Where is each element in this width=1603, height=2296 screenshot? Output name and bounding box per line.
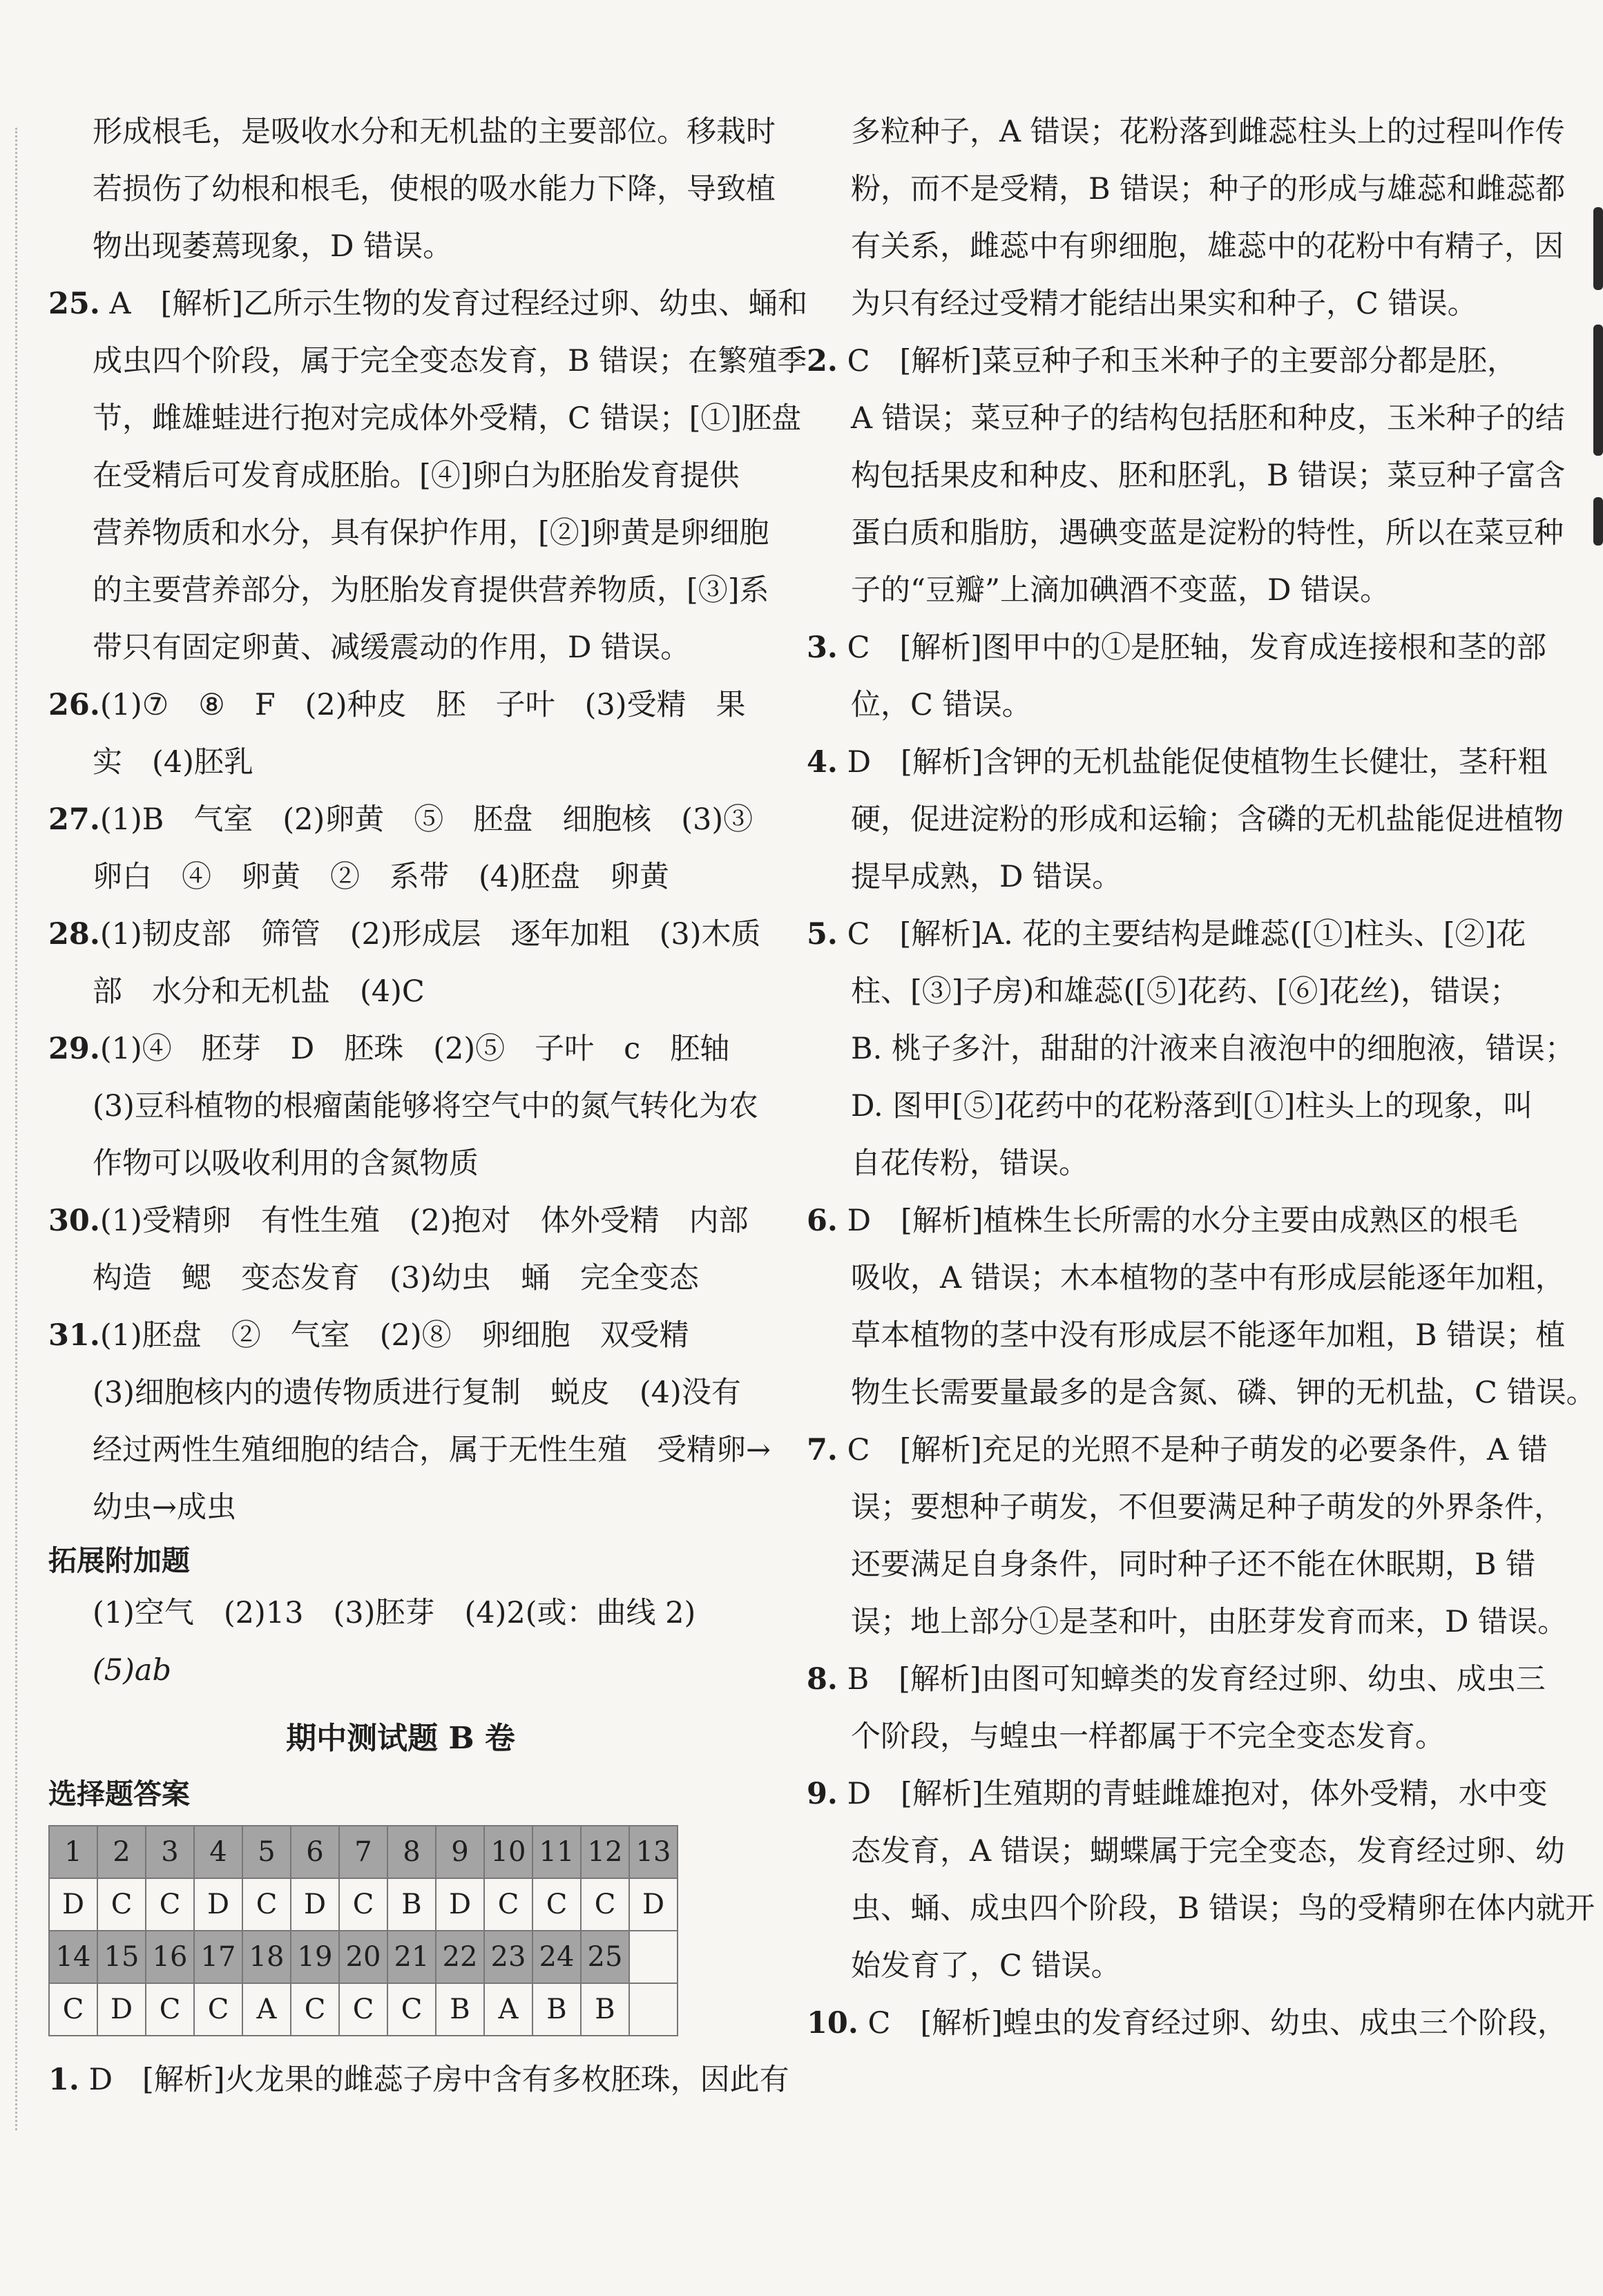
answer-27 <box>48 791 753 906</box>
table-cell: 5 <box>242 1826 291 1878</box>
table-cell: C <box>146 1878 194 1931</box>
table-cell: C <box>291 1983 339 2036</box>
text-line: 经过两性生殖细胞的结合，属于无性生殖 受精卵→ <box>93 1433 771 1467</box>
table-cell: 20 <box>339 1931 387 1983</box>
table-cell: D <box>436 1878 484 1931</box>
text-line: 实 (4)胚乳 <box>93 745 253 780</box>
text-line: 带只有固定卵黄、减缓震动的作用，D 错误。 <box>93 630 691 665</box>
question-number: 10. <box>807 2006 858 2041</box>
text-line: 构包括果皮和种皮、胚和胚乳，B 错误；菜豆种子富含 <box>851 459 1566 493</box>
table-cell: 21 <box>387 1931 436 1983</box>
answer-1 <box>48 2052 789 2109</box>
text-line: 个阶段，与蝗虫一样都属于不完全变态发育。 <box>851 1719 1445 1754</box>
answer-text: (1)韧皮部 筛管 (2)形成层 逐年加粗 (3)木质 <box>99 917 761 952</box>
text-line: 误；地上部分①是茎和叶，由胚芽发育而来，D 错误。 <box>851 1605 1568 1639</box>
table-cell: D <box>49 1878 97 1931</box>
table-cell: C <box>242 1878 291 1931</box>
table-cell: B <box>436 1983 484 2036</box>
answer-8 <box>807 1651 1546 1766</box>
answer-text: (1)⑦ ⑧ F (2)种皮 胚 子叶 (3)受精 果 <box>99 688 746 722</box>
answer-table <box>48 1825 678 2036</box>
question-number: 30. <box>48 1204 100 1238</box>
text-line: 位，C 错误。 <box>851 688 1032 722</box>
answer-28 <box>48 906 761 1021</box>
answer-text: D [解析]生殖期的青蛙雌雄抱对，体外受精，水中变 <box>847 1777 1548 1811</box>
text-line: 作物可以吸收利用的含氮物质 <box>93 1146 479 1181</box>
answer-29 <box>48 1021 758 1193</box>
table-cell: D <box>194 1878 242 1931</box>
text-line: 幼虫→成虫 <box>93 1490 237 1525</box>
table-cell: 25 <box>581 1931 629 1983</box>
answer-text: (1)④ 胚芽 D 胚珠 (2)⑤ 子叶 c 胚轴 <box>99 1032 730 1066</box>
question-number: 27. <box>48 802 100 837</box>
text-line: 还要满足自身条件，同时种子还不能在休眠期，B 错 <box>851 1547 1536 1582</box>
text-line: 自花传粉，错误。 <box>851 1146 1088 1181</box>
table-cell: 2 <box>97 1826 146 1878</box>
text-line: 子的“豆瓣”上滴加碘酒不变蓝，D 错误。 <box>851 573 1390 608</box>
question-number: 4. <box>807 745 838 780</box>
answer-30 <box>48 1193 753 1307</box>
left-column <box>48 104 808 2109</box>
question-number: 6. <box>807 1204 838 1238</box>
answer-7 <box>807 1422 1568 1651</box>
table-cell: 9 <box>436 1826 484 1878</box>
question-number: 2. <box>807 344 838 378</box>
text-line: 在受精后可发育成胚胎。[④]卵白为胚胎发育提供 <box>93 459 740 493</box>
table-cell: 8 <box>387 1826 436 1878</box>
answer-text: B [解析]由图可知蟑类的发育经过卵、幼虫、成虫三 <box>847 1662 1546 1697</box>
text-line: 构造 鳃 变态发育 (3)幼虫 蛹 完全变态 <box>93 1261 699 1295</box>
text-line: 误；要想种子萌发，不但要满足种子萌发的外界条件， <box>851 1490 1564 1525</box>
text-line: 吸收，A 错误；木本植物的茎中有形成层能逐年加粗， <box>851 1261 1565 1295</box>
extra-heading: 拓展附加题 <box>48 1544 190 1577</box>
text-line: 草本植物的茎中没有形成层不能逐年加粗，B 错误；植 <box>851 1318 1566 1353</box>
table-cell: 1 <box>49 1826 97 1878</box>
question-number: 28. <box>48 917 100 952</box>
column-divider <box>15 128 17 2130</box>
table-cell: B <box>532 1983 581 2036</box>
text-line: A 错误；菜豆种子的结构包括胚和种皮，玉米种子的结 <box>851 401 1565 436</box>
table-cell: 14 <box>49 1931 97 1983</box>
table-cell: 7 <box>339 1826 387 1878</box>
answer-4 <box>807 734 1564 906</box>
text-line: 始发育了，C 错误。 <box>851 1949 1121 1983</box>
answer-3 <box>807 619 1547 734</box>
text-line: 物出现萎蔫现象，D 错误。 <box>93 229 453 264</box>
table-cell: B <box>581 1983 629 2036</box>
answer-text: C [解析]蝗虫的发育经过卵、幼虫、成虫三个阶段， <box>867 2006 1567 2041</box>
question-number: 8. <box>807 1662 838 1697</box>
text-line: 提早成熟，D 错误。 <box>851 860 1122 894</box>
answer-text: (1)受精卵 有性生殖 (2)抱对 体外受精 内部 <box>99 1204 749 1238</box>
answer-text: (1)B 气室 (2)卵黄 ⑤ 胚盘 细胞核 (3)③ <box>99 802 753 837</box>
text-line: 虫、蛹、成虫四个阶段，B 错误；鸟的受精卵在体内就开 <box>851 1891 1595 1926</box>
text-line: (3)细胞核内的遗传物质进行复制 蜕皮 (4)没有 <box>93 1376 741 1410</box>
text-line: 形成根毛，是吸收水分和无机盐的主要部位。移栽时 <box>93 115 776 149</box>
text-line: B. 桃子多汁，甜甜的汁液来自液泡中的细胞液，错误； <box>851 1032 1575 1066</box>
question-number: 1. <box>48 2063 79 2097</box>
table-row <box>49 1931 678 1983</box>
text-line: 营养物质和水分，具有保护作用，[②]卵黄是卵细胞 <box>93 516 769 550</box>
table-cell: 18 <box>242 1931 291 1983</box>
table-cell-empty <box>629 1983 678 2036</box>
table-cell: 19 <box>291 1931 339 1983</box>
question-number: 29. <box>48 1032 100 1066</box>
answer-heading: 选择题答案 <box>48 1777 190 1811</box>
table-cell: B <box>387 1878 436 1931</box>
edge-mark <box>1593 497 1603 546</box>
text-line: 节，雌雄蛙进行抱对完成体外受精，C 错误；[①]胚盘 <box>93 401 802 436</box>
text-line: 物生长需要量最多的是含氮、磷、钾的无机盐，C 错误。 <box>851 1376 1596 1410</box>
answer-text: C [解析]A. 花的主要结构是雌蕊([①]柱头、[②]花 <box>847 917 1526 952</box>
text-line: D. 图甲[⑤]花药中的花粉落到[①]柱头上的现象，叫 <box>851 1089 1533 1123</box>
answer-10 <box>807 1995 1567 2052</box>
text-line: 多粒种子，A 错误；花粉落到雌蕊柱头上的过程叫作传 <box>851 115 1565 149</box>
table-cell: 11 <box>532 1826 581 1878</box>
question-number: 26. <box>48 688 100 722</box>
text-line: (1)空气 (2)13 (3)胚芽 (4)2(或：曲线 2) <box>93 1596 696 1630</box>
table-cell: D <box>629 1878 678 1931</box>
answer-text: C [解析]充足的光照不是种子萌发的必要条件，A 错 <box>847 1433 1548 1467</box>
text-line: 态发育，A 错误；蝴蝶属于完全变态，发育经过卵、幼 <box>851 1834 1565 1869</box>
question-number: 25. <box>48 287 100 321</box>
table-cell: 24 <box>532 1931 581 1983</box>
text-line: 硬，促进淀粉的形成和运输；含磷的无机盐能促进植物 <box>851 802 1564 837</box>
answer-5 <box>807 906 1575 1193</box>
text-line: 柱、[③]子房)和雄蕊([⑤]花药、[⑥]花丝)，错误； <box>851 974 1519 1009</box>
answer-31 <box>48 1307 771 1536</box>
table-cell: C <box>387 1983 436 2036</box>
table-cell: C <box>339 1983 387 2036</box>
answer-text: A [解析]乙所示生物的发育过程经过卵、幼虫、蛹和 <box>109 287 808 321</box>
question-number: 7. <box>807 1433 838 1467</box>
edge-mark <box>1593 325 1603 456</box>
table-row <box>49 1878 678 1931</box>
section-title: 期中测试题 B 卷 <box>286 1721 515 1756</box>
table-cell: 4 <box>194 1826 242 1878</box>
table-cell: 15 <box>97 1931 146 1983</box>
table-cell: 6 <box>291 1826 339 1878</box>
table-cell: A <box>484 1983 532 2036</box>
text-line: 蛋白质和脂肪，遇碘变蓝是淀粉的特性，所以在菜豆种 <box>851 516 1564 550</box>
answer-text: D [解析]植株生长所需的水分主要由成熟区的根毛 <box>847 1204 1518 1238</box>
answer-text: C [解析]菜豆种子和玉米种子的主要部分都是胚， <box>847 344 1517 378</box>
question-number: 5. <box>807 917 838 952</box>
question-number: 3. <box>807 630 838 665</box>
text-line: 的主要营养部分，为胚胎发育提供营养物质，[③]系 <box>93 573 769 608</box>
table-cell: C <box>194 1983 242 2036</box>
table-cell: D <box>97 1983 146 2036</box>
table-cell: C <box>532 1878 581 1931</box>
text-line: (3)豆科植物的根瘤菌能够将空气中的氮气转化为农 <box>93 1089 758 1123</box>
table-cell: C <box>97 1878 146 1931</box>
text-line: 有关系，雌蕊中有卵细胞，雄蕊中的花粉中有精子，因 <box>851 229 1564 264</box>
table-cell: C <box>581 1878 629 1931</box>
table-cell: 12 <box>581 1826 629 1878</box>
table-cell: 16 <box>146 1931 194 1983</box>
text-line: 部 水分和无机盐 (4)C <box>93 974 425 1009</box>
question-number: 9. <box>807 1777 838 1811</box>
answer-text: D [解析]含钾的无机盐能促使植物生长健壮，茎秆粗 <box>847 745 1548 780</box>
table-cell: A <box>242 1983 291 2036</box>
table-cell: 17 <box>194 1931 242 1983</box>
text-line: 若损伤了幼根和根毛，使根的吸水能力下降，导致植 <box>93 172 776 206</box>
text-line: 卵白 ④ 卵黄 ② 系带 (4)胚盘 卵黄 <box>93 860 669 894</box>
table-cell: C <box>146 1983 194 2036</box>
answer-9 <box>807 1766 1595 1995</box>
answer-text: D [解析]火龙果的雌蕊子房中含有多枚胚珠，因此有 <box>88 2063 789 2097</box>
table-cell: D <box>291 1878 339 1931</box>
answer-25 <box>48 276 808 677</box>
table-cell: C <box>49 1983 97 2036</box>
answer-text: (1)胚盘 ② 气室 (2)⑧ 卵细胞 双受精 <box>99 1318 689 1353</box>
text-line: (5)ab <box>93 1653 172 1688</box>
text-line: 粉，而不是受精，B 错误；种子的形成与雄蕊和雌蕊都 <box>851 172 1566 206</box>
table-cell: 3 <box>146 1826 194 1878</box>
edge-mark <box>1593 207 1603 290</box>
table-row <box>49 1983 678 2036</box>
table-cell: 22 <box>436 1931 484 1983</box>
table-cell: 23 <box>484 1931 532 1983</box>
table-row <box>49 1826 678 1878</box>
answer-26 <box>48 677 753 791</box>
text-line: 为只有经过受精才能结出果实和种子，C 错误。 <box>851 287 1477 321</box>
answer-text: C [解析]图甲中的①是胚轴，发育成连接根和茎的部 <box>847 630 1547 665</box>
table-cell-empty <box>629 1931 678 1983</box>
question-number: 31. <box>48 1318 100 1353</box>
table-cell: 10 <box>484 1826 532 1878</box>
answer-6 <box>807 1193 1596 1422</box>
table-cell: 13 <box>629 1826 678 1878</box>
right-column <box>807 104 1596 2052</box>
table-cell: C <box>339 1878 387 1931</box>
table-cell: C <box>484 1878 532 1931</box>
text-line: 成虫四个阶段，属于完全变态发育，B 错误；在繁殖季 <box>93 344 807 378</box>
answer-2 <box>807 333 1566 619</box>
